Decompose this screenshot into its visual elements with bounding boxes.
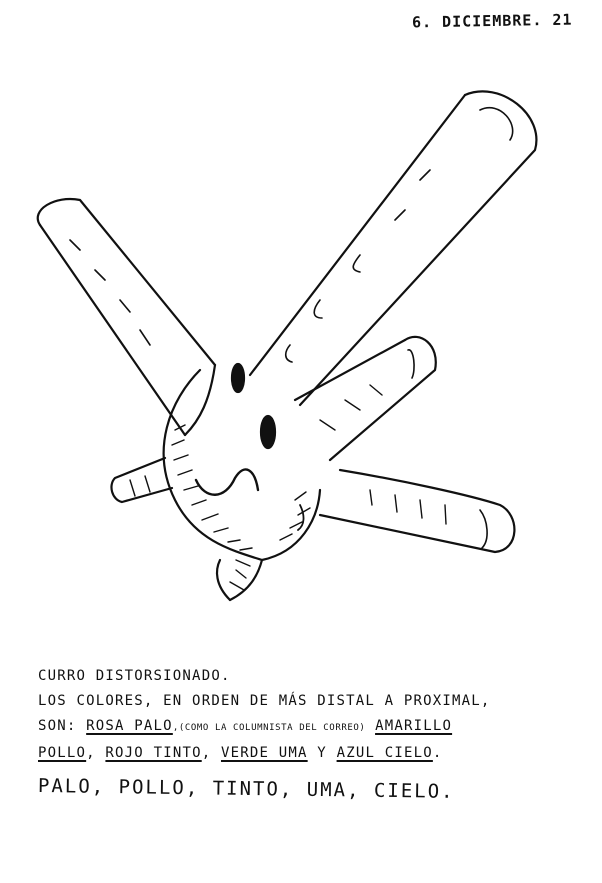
notes-block bbox=[37, 664, 586, 803]
sketch-arm-top-right bbox=[250, 91, 536, 405]
sketch-arm-right-middle bbox=[295, 337, 436, 460]
color-rosa-palo: ROSA PALO bbox=[86, 718, 173, 734]
color-verde-uma: VERDE UMA bbox=[220, 745, 308, 761]
notes-line-1: LOS COLORES, EN ORDEN DE MÁS DISTAL A PROXIMAL, bbox=[38, 693, 491, 709]
notes-period: . bbox=[432, 745, 443, 761]
notes-aside: ,(COMO LA COLUMNISTA DEL CORREO) bbox=[172, 723, 366, 733]
notes-line-2 bbox=[38, 714, 586, 741]
sketch-arm-left-stub bbox=[111, 458, 172, 502]
notes-summary: PALO, POLLO, TINTO, UMA, CIELO. bbox=[37, 775, 455, 803]
sketch-face bbox=[196, 364, 304, 530]
notes-title: CURRO DISTORSIONADO. bbox=[38, 668, 231, 684]
notes-conjunction: Y bbox=[317, 745, 327, 761]
sketch-arm-top-left bbox=[38, 199, 215, 435]
color-azul-cielo: AZUL CIELO bbox=[336, 745, 433, 761]
sketch-arm-bottom-right bbox=[320, 470, 514, 552]
notes-line-3: POLLO, ROJO TINTO, VERDE UMA Y AZUL CIELO. bbox=[38, 745, 443, 761]
color-rojo-tinto: ROJO TINTO bbox=[105, 745, 202, 761]
color-amarillo: AMARILLO bbox=[375, 718, 453, 734]
color-pollo: POLLO bbox=[38, 745, 87, 761]
sketch-body bbox=[164, 370, 320, 600]
date-label: 6. DICIEMBRE. 21 bbox=[411, 10, 573, 32]
notes-son-label: SON: bbox=[38, 718, 77, 734]
